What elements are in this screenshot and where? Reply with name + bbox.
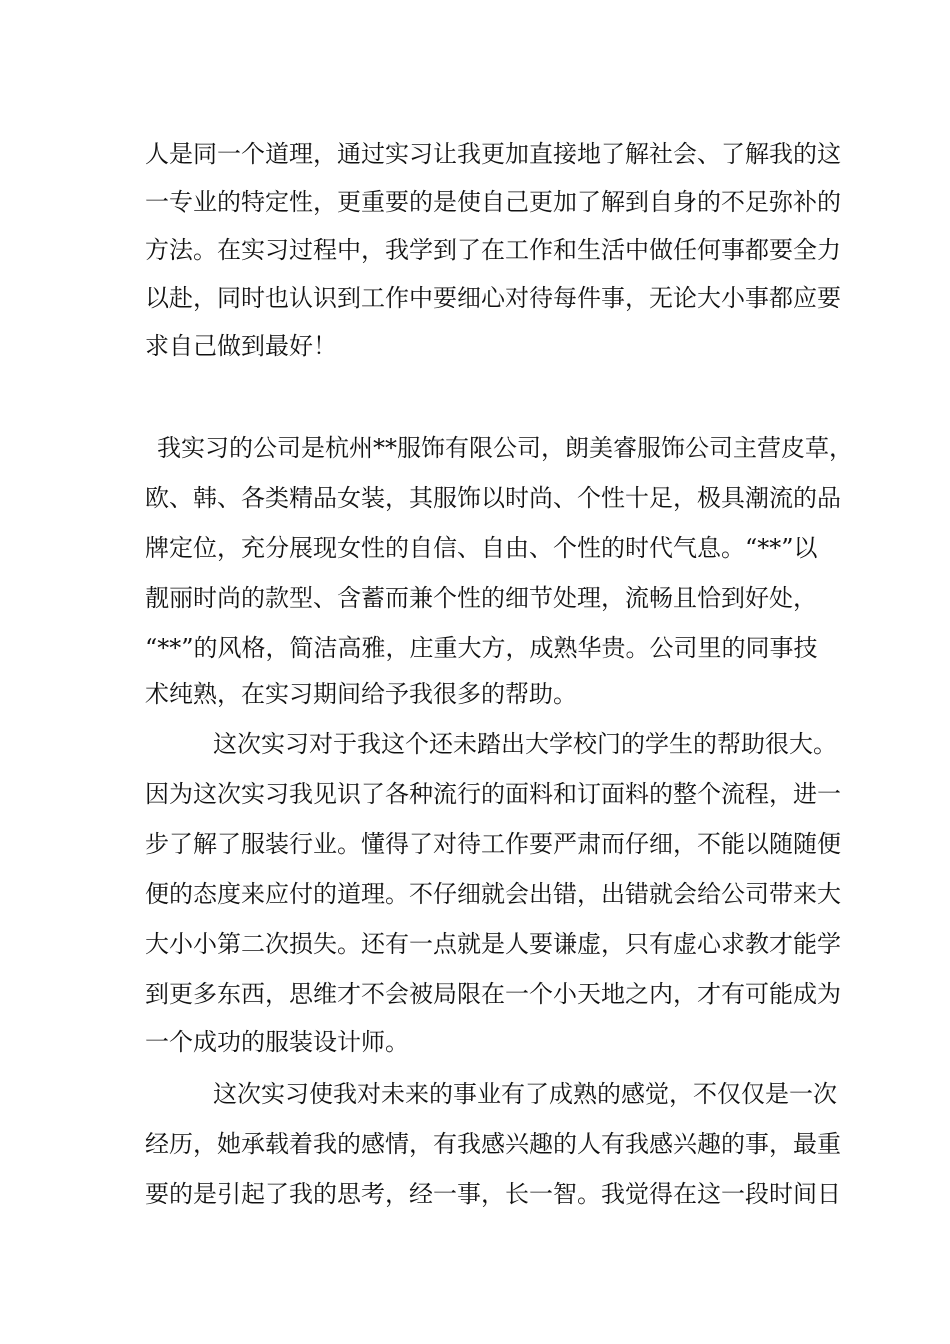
line-text: “**”的风格，简洁高雅，庄重大方，成熟华贵。公司里的同事技	[145, 634, 818, 662]
line-text: 我实习的公司是杭州**服饰有限公司，朗美睿服饰公司主营皮草，	[157, 434, 853, 462]
text-line	[0, 574, 950, 622]
text-line	[0, 226, 950, 274]
text-line	[0, 322, 950, 370]
text-line	[0, 524, 950, 572]
line-text: 欧、韩、各类精品女装，其服饰以时尚、个性十足，极具潮流的品	[145, 484, 841, 512]
line-text: 步了解了服装行业。懂得了对待工作要严肃而仔细，不能以随随便	[145, 830, 841, 858]
line-text: 人是同一个道理，通过实习让我更加直接地了解社会、了解我的这	[145, 140, 841, 168]
text-line	[0, 424, 950, 472]
text-line	[0, 720, 950, 768]
text-line	[0, 670, 950, 718]
line-text: 要的是引起了我的思考，经一事，长一智。我觉得在这一段时间日	[145, 1180, 841, 1208]
text-line	[0, 1170, 950, 1218]
line-text: 便的态度来应付的道理。不仔细就会出错，出错就会给公司带来大	[145, 880, 841, 908]
text-line	[0, 820, 950, 868]
text-line	[0, 1070, 950, 1118]
text-line	[0, 1120, 950, 1168]
line-text: 以赴，同时也认识到工作中要细心对待每件事，无论大小事都应要	[145, 284, 841, 312]
line-text: 这次实习使我对未来的事业有了成熟的感觉，不仅仅是一次	[213, 1080, 837, 1108]
text-line	[0, 1018, 950, 1066]
text-line	[0, 130, 950, 178]
text-line	[0, 474, 950, 522]
line-text: 一专业的特定性，更重要的是使自己更加了解到自身的不足弥补的	[145, 188, 841, 216]
line-text: 到更多东西，思维才不会被局限在一个小天地之内，才有可能成为	[145, 980, 841, 1008]
line-text: 大小小第二次损失。还有一点就是人要谦虚，只有虚心求教才能学	[145, 930, 841, 958]
text-line	[0, 178, 950, 226]
text-line	[0, 870, 950, 918]
text-line	[0, 770, 950, 818]
line-text: 经历，她承载着我的感情，有我感兴趣的人有我感兴趣的事，最重	[145, 1130, 841, 1158]
text-line	[0, 624, 950, 672]
line-text: 求自己做到最好！	[145, 332, 337, 360]
line-text: 这次实习对于我这个还未踏出大学校门的学生的帮助很大。	[213, 730, 837, 758]
text-line	[0, 970, 950, 1018]
line-text: 方法。在实习过程中，我学到了在工作和生活中做任何事都要全力	[145, 236, 841, 264]
line-text: 术纯熟，在实习期间给予我很多的帮助。	[145, 680, 577, 708]
line-text: 牌定位，充分展现女性的自信、自由、个性的时代气息。“**”以	[145, 534, 818, 562]
line-text: 一个成功的服装设计师。	[145, 1028, 409, 1056]
text-line	[0, 274, 950, 322]
text-line	[0, 920, 950, 968]
line-text: 因为这次实习我见识了各种流行的面料和订面料的整个流程，进一	[145, 780, 841, 808]
line-text: 靓丽时尚的款型、含蓄而兼个性的细节处理，流畅且恰到好处，	[145, 584, 817, 612]
